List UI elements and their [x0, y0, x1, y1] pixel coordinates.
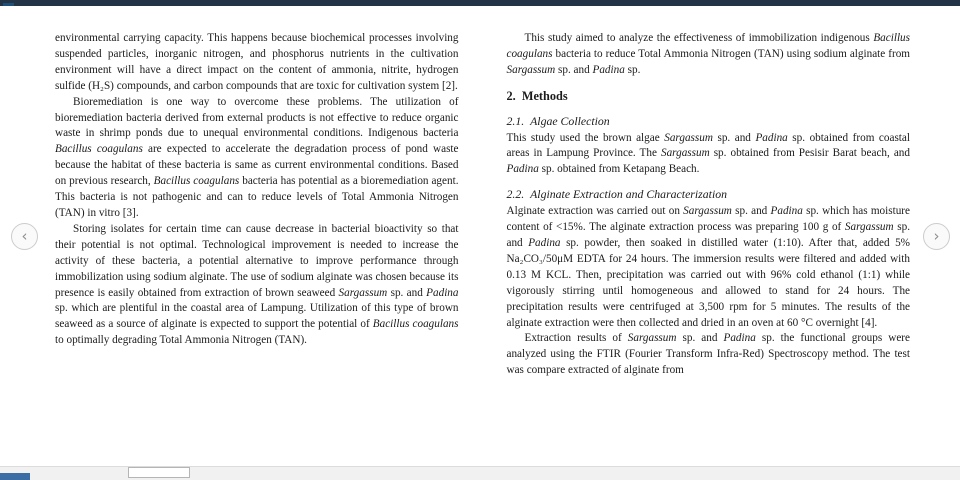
page-number-input[interactable]: [128, 467, 190, 478]
text-run: bacteria has potential as a bioremediation agent. This bacteria is not pathogenic and can to reduce levels of Total Ammonia Nitrogen (TAN) in vitro [3].: [55, 175, 459, 219]
text-run: sp. and: [731, 205, 771, 218]
chevron-left-icon: ‹: [21, 227, 28, 245]
text-run: sp. and: [555, 63, 593, 76]
text-run: Bacillus coagulans: [372, 318, 459, 331]
text-run: Bacillus coagulans: [506, 32, 910, 60]
text-run: Sargassum: [683, 205, 732, 218]
text-run: This study used the brown algae: [506, 131, 665, 144]
paragraph: [507, 204, 911, 331]
bottom-toolbar: [0, 466, 960, 480]
text-run: Padina: [426, 286, 459, 299]
text-run: sp. obtained from Ketapang Beach.: [538, 163, 700, 176]
text-run: Bioremediation is one way to overcome these problems. The utilization of bioremediation bacteria derived from external products is not effective to reduce organic waste in shrimp ponds due to unequal environmental conditions. Indigenous bacteria: [55, 95, 459, 140]
text-run: Sargassum: [627, 332, 677, 345]
paragraph: [507, 331, 911, 379]
text-run: sp. and: [712, 131, 756, 144]
text-run: Sargassum: [660, 147, 710, 160]
text-run: sp. and: [387, 286, 427, 299]
text-run: This study aimed to analyze the effectiveness of immobilization indigenous: [524, 32, 874, 44]
text-run: sp. obtained from Pesisir Barat beach, and: [709, 147, 910, 160]
paragraph: [507, 31, 911, 79]
text-run: sp. the functional groups were analyzed using the FTIR (Fourier Transform Infra-Red) Spectroscopy method. The test was compare extracted of alginate from: [506, 332, 910, 377]
paragraph: [55, 222, 459, 349]
text-run: Bacillus coagulans: [153, 175, 240, 188]
text-run: sp. and: [506, 221, 910, 249]
text-run: 2.2. Alginate Extraction and Characterization: [506, 187, 728, 202]
horizontal-scrollbar-thumb[interactable]: [0, 473, 30, 480]
left-text-column: [55, 31, 459, 466]
text-run: Extraction results of: [524, 332, 628, 345]
text-run: Sargassum: [844, 221, 894, 234]
subsection-heading: [507, 187, 911, 203]
text-run: Sargassum: [664, 131, 713, 144]
text-run: Padina: [592, 63, 625, 76]
text-run: sp. obtained from coastal areas in Lampung Province. The: [506, 131, 910, 160]
text-run: Sargassum: [506, 63, 556, 76]
text-run: to optimally degrading Total Ammonia Nitrogen (TAN).: [55, 334, 307, 347]
text-run: Sargassum: [338, 286, 388, 299]
text-run: sp.: [624, 63, 641, 76]
text-run: sp. which are plentiful in the coastal area of Lampung. Utilization of this type of brown seaweed as a source of alginate is expected to support the potential of: [55, 302, 459, 331]
text-run: Padina: [770, 205, 803, 218]
text-run: 2.1. Algae Collection: [506, 113, 610, 128]
text-run: Padina: [755, 131, 788, 144]
paragraph: [55, 95, 459, 222]
document-page: [0, 6, 960, 466]
previous-page-button[interactable]: [11, 223, 38, 250]
next-page-button[interactable]: [923, 223, 950, 250]
subsection-heading: [507, 114, 911, 130]
text-run: Padina: [506, 163, 539, 176]
text-run: Bacillus coagulans: [55, 143, 143, 156]
text-run: sp. and: [676, 332, 724, 345]
text-run: Padina: [723, 332, 756, 345]
text-run: environmental carrying capacity. This happens because biochemical processes involving suspended particles, inorganic nitrogen, and phosphorus nutrients in the cultivation environment will have a direct impact on the content of ammonia, nitrite, hydrogen sulfide (H₂S) compounds, and carbon compounds that are toxic for cultivation system [2].: [55, 32, 459, 92]
text-run: Storing isolates for certain time can cause decrease in bacterial bioactivity so that their potential is not optimal. Technological improvement is needed to increase the activity of these bacteria, a potential alternative to improve performance through immobilization using sodium alginate. The use of sodium alginate was chosen because its presence is easily obtained from extraction of brown seaweed: [55, 222, 459, 299]
text-run: are expected to accelerate the degradation process of pond waste because the habitat of these bacteria is same as current environmental conditions. Based on previous research,: [55, 143, 459, 188]
text-run: sp. which has moisture content of <15%. The alginate extraction process was preparing 100 g of: [506, 205, 910, 234]
text-run: sp. powder, then soaked in distilled water (1:10). After that, added 5% Na₂CO₃/50μM EDTA for 24 hours. The immersion results were filtered and added with 0.13 M KCL. Then, precipitation was carried out with 96% cold ethanol (1:1) while vigorously stirring until homogeneous and allowed to stand for 24 hours. The precipitation results were centrifuged at 3,500 rpm for 5 minutes. The results of the alginate extraction were then collected and dried in an oven at 60 °C overnight [4].: [506, 236, 910, 329]
paragraph: [507, 131, 911, 179]
section-heading: [507, 89, 911, 105]
paragraph: [55, 31, 459, 95]
text-run: bacteria to reduce Total Ammonia Nitrogen (TAN) using sodium alginate from: [552, 47, 910, 60]
right-text-column: [507, 31, 911, 466]
text-run: Alginate extraction was carried out on: [506, 205, 684, 218]
text-run: Padina: [528, 236, 561, 249]
text-run: 2. Methods: [506, 88, 568, 103]
chevron-right-icon: ›: [933, 227, 940, 245]
